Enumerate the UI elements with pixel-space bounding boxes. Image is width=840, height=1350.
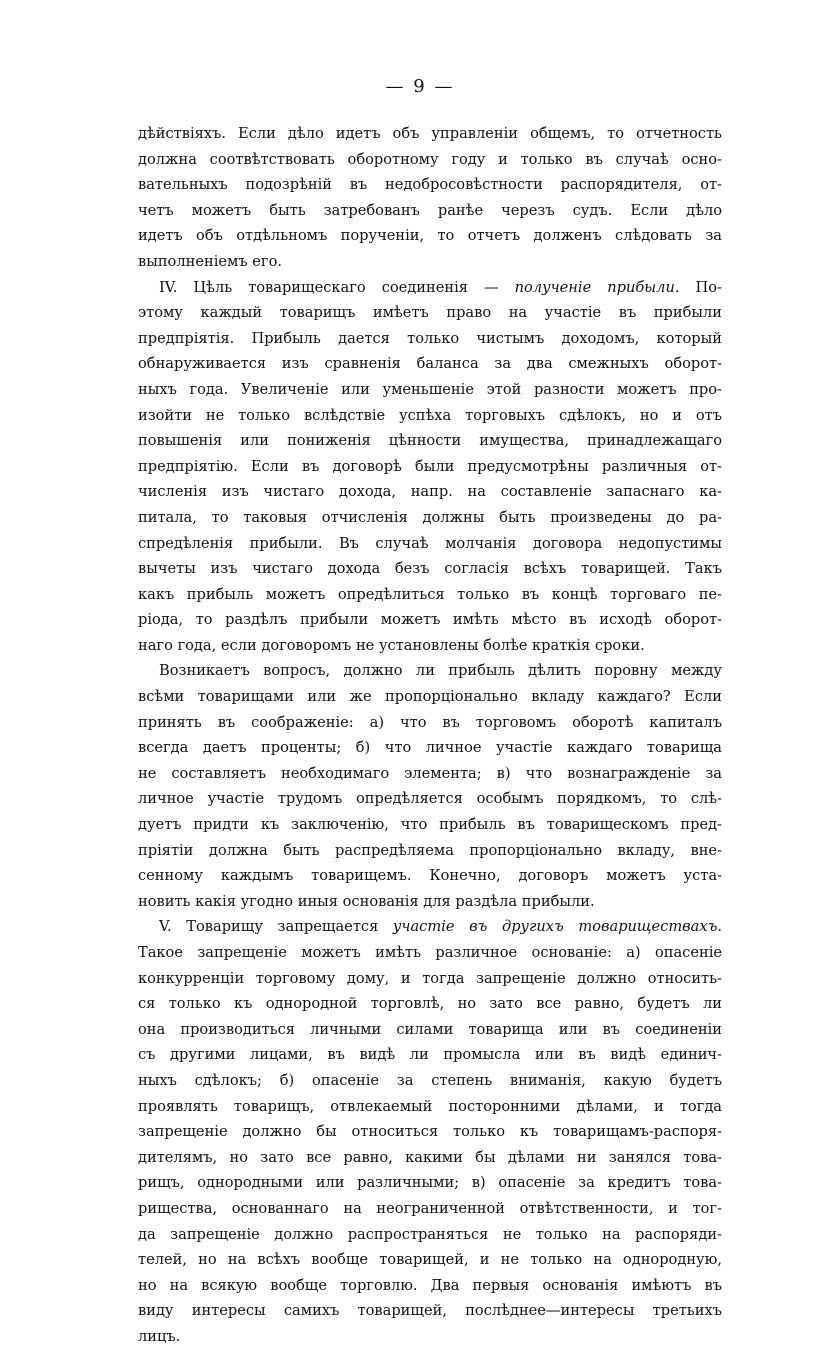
text-line: запрещеніе должно бы относиться только къ товарищамъ-распоря- xyxy=(138,1123,722,1141)
text-line: ся только къ однородной торговлѣ, но зато все равно, будетъ ли xyxy=(138,995,722,1013)
text-line: четъ можетъ быть затребованъ ранѣе черезъ судъ. Если дѣло xyxy=(138,201,722,219)
text-line: Возникаетъ вопросъ, должно ли прибыль дѣлить поровну между xyxy=(159,662,722,680)
text-line: дуетъ придти къ заключенію, что прибыль въ товарищескомъ пред- xyxy=(138,816,722,834)
text-line: но на всякую вообще торговлю. Два первыя основанія имѣютъ въ xyxy=(138,1276,722,1294)
text-line: численія изъ чистаго дохода, напр. на составленіе запаснаго ка- xyxy=(138,483,722,501)
text-line: телей, но на всѣхъ вообще товарищей, и не только на однородную, xyxy=(138,1251,722,1269)
text-line: выполненіемъ его. xyxy=(138,252,282,270)
text-line: не составляетъ необходимаго элемента; в) что вознагражденіе за xyxy=(138,764,722,782)
body-text xyxy=(138,121,722,1350)
text-line: она производиться личными силами товарища или въ соединеніи xyxy=(138,1020,722,1038)
text-line: дѣйствіяхъ. Если дѣло идетъ объ управленіи общемъ, то отчетность xyxy=(138,125,722,142)
text-line: пріятіи должна быть распредѣляема пропорціонально вкладу, вне- xyxy=(138,841,722,859)
text-line: конкурренціи торговому дому, и тогда запрещеніе должно относить- xyxy=(138,969,722,987)
text-line: дителямъ, но зато все равно, какими бы дѣлами ни занялся това- xyxy=(138,1148,722,1166)
text-line: ныхъ года. Увеличеніе или уменьшеніе этой разности можетъ про- xyxy=(138,380,722,398)
text-segment: . xyxy=(717,918,722,936)
text-line: принять въ соображеніе: а) что въ торговомъ оборотѣ капиталъ xyxy=(138,713,722,731)
text-line: предпріятію. Если въ договорѣ были предусмотрѣны различныя от- xyxy=(138,457,722,475)
text-line: этому каждый товарищъ имѣетъ право на участіе въ прибыли xyxy=(138,304,722,322)
text-line xyxy=(138,275,722,301)
text-segment: IV. Цѣль товарищескаго соединенія — xyxy=(159,278,515,296)
text-line: обнаруживается изъ сравненія баланса за два смежныхъ оборот- xyxy=(138,355,722,373)
text-line: виду интересы самихъ товарищей, послѣднее—интересы третьихъ xyxy=(138,1302,722,1320)
text-line: вычеты изъ чистаго дохода безъ согласія всѣхъ товарищей. Такъ xyxy=(138,560,722,578)
text-line: личное участіе трудомъ опредѣляется особымъ порядкомъ, то слѣ- xyxy=(138,790,722,808)
text-line: ріода, то раздѣлъ прибыли можетъ имѣть мѣсто въ исходѣ оборот- xyxy=(138,611,722,629)
text-line: да запрещеніе должно распространяться не только на распоряди- xyxy=(138,1225,722,1243)
text-line: лицъ. xyxy=(138,1327,181,1345)
text-line: всегда даетъ проценты; б) что личное участіе каждаго товарища xyxy=(138,739,722,757)
text-segment: V. Товарищу запрещается xyxy=(159,918,393,936)
text-line: сенному каждымъ товарищемъ. Конечно, договоръ можетъ уста- xyxy=(138,867,722,885)
text-line: предпріятія. Прибыль дается только чистымъ доходомъ, который xyxy=(138,329,722,347)
italic-phrase: участіе въ другихъ товариществахъ xyxy=(392,918,718,936)
text-line: спредѣленія прибыли. Въ случаѣ молчанія договора недопустимы xyxy=(138,534,722,552)
text-line: рищества, основаннаго на неограниченной отвѣтственности, и тог- xyxy=(138,1199,722,1217)
text-segment: По- xyxy=(679,278,722,296)
text-line: какъ прибыль можетъ опредѣлиться только въ концѣ торговаго пе- xyxy=(138,585,722,603)
text-line: изойти не только вслѣдствіе успѣха торговыхъ сдѣлокъ, но и отъ xyxy=(138,406,722,424)
text-line: вательныхъ подозрѣній въ недобросовѣстности распорядителя, от- xyxy=(138,176,722,194)
text-line: Такое запрещеніе можетъ имѣть различное основаніе: а) опасеніе xyxy=(138,944,722,961)
text-line xyxy=(138,914,722,940)
text-line: съ другими лицами, въ видѣ ли промысла или въ видѣ единич- xyxy=(138,1046,722,1064)
text-line: должна соотвѣтствовать оборотному году и только въ случаѣ осно- xyxy=(138,150,722,168)
text-line: рищъ, однородными или различными; в) опасеніе за кредитъ това- xyxy=(138,1174,722,1192)
text-line: всѣми товарищами или же пропорціонально вкладу каждаго? Если xyxy=(138,688,722,706)
text-line: новить какія угодно иныя основанія для раздѣла прибыли. xyxy=(138,892,595,910)
italic-phrase: полученіе прибыли. xyxy=(514,278,680,296)
text-line: проявлять товарищъ, отвлекаемый посторонними дѣлами, и тогда xyxy=(138,1097,722,1115)
text-line: питала, то таковыя отчисленія должны быть произведены до ра- xyxy=(138,508,722,526)
text-line: ныхъ сдѣлокъ; б) опасеніе за степень вниманія, какую будетъ xyxy=(138,1071,722,1089)
page-number: — 9 — xyxy=(385,76,455,97)
text-line: идетъ объ отдѣльномъ порученіи, то отчетъ долженъ слѣдовать за xyxy=(138,227,722,245)
text-line: наго года, если договоромъ не установлены болѣе краткія сроки. xyxy=(138,636,645,654)
text-line: повышенія или пониженія цѣнности имущества, принадлежащаго xyxy=(138,432,722,450)
